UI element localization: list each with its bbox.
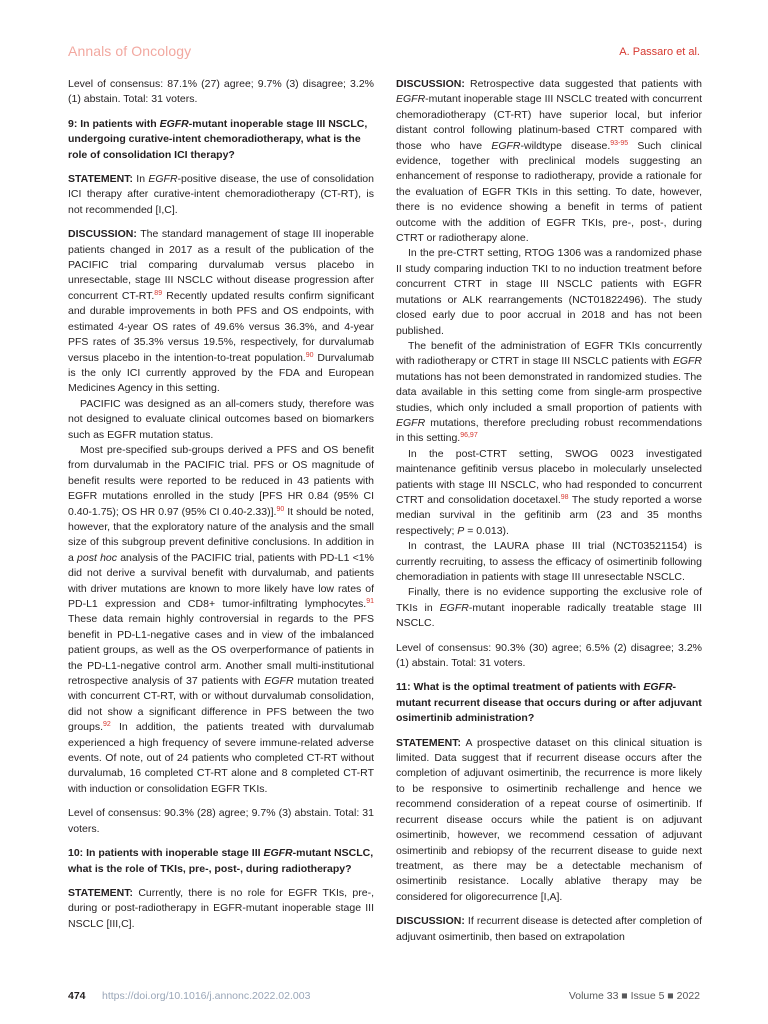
consensus-paragraph: Level of consensus: 87.1% (27) agree; 9.7% (3) disagree; 3.2% (1) abstain. Total: 31 voters. bbox=[68, 78, 374, 106]
citation-ref[interactable]: 92 bbox=[103, 721, 111, 729]
consensus-paragraph: Level of consensus: 90.3% (30) agree; 6.5% (2) disagree; 3.2% (1) abstain. Total: 31 voters. bbox=[396, 641, 702, 670]
doi-link[interactable]: https://doi.org/10.1016/j.annonc.2022.02.003 bbox=[102, 990, 311, 1002]
spacer bbox=[396, 727, 702, 736]
issue-info: Volume 33 ■ Issue 5 ■ 2022 bbox=[568, 990, 700, 1002]
body-paragraph: In the pre-CTRT setting, RTOG 1306 was a randomized phase II study comparing induction TKI to no induction treatment before concurrent CTRT in stage III NSCLC patients with EGFR mutations or ALK rearrangements (NCT01822496). The study closed early due to poor accrual in 2018 and has not been published. bbox=[396, 247, 702, 337]
discussion-paragraph: DISCUSSION: The standard management of stage III inoperable patients changed in 2017 as a result of the publication of the PACIFIC trial comparing durvalumab versus placebo in unresectable, stage III NSCLC without disease progression after concurrent CT-RT.$^{89}$ Recently updated results confirm significant and durable improvements in both PFS and OS endpoints, with estimated 4-year OS rates of 49.6% versus 36.3%, and 4-year PFS rates of 35.3% versus 19.5%, respectively, for durvalumab versus placebo in the intention-to-treat population.$^{90}$ Durvalumab is the only ICI currently approved by the FDA and European Medicines Agency in this setting. bbox=[68, 228, 374, 395]
right-column bbox=[396, 77, 702, 945]
paragraph-label: DISCUSSION: bbox=[68, 228, 137, 241]
spacer bbox=[68, 108, 374, 117]
question-heading: 10: In patients with inoperable stage III EGFR-mutant NSCLC, what is the role of TKIs, pre-, post-, during radiotherapy? bbox=[68, 847, 374, 875]
body-paragraph: In the post-CTRT setting, SWOG 0023 investigated maintenance gefitinib versus placebo in molecularly unselected patients with stage III NSCLC, who had responded to concurrent CTRT and consolidation docetaxel.$^{98}$ The study reported a worse median survival in the gefitinib arm (23 and 35 months respectively; P = 0.013). bbox=[396, 447, 703, 537]
journal-title: Annals of Oncology bbox=[68, 43, 192, 59]
left-column bbox=[68, 77, 374, 932]
citation-ref[interactable]: 90 bbox=[305, 351, 314, 359]
question-heading: 9: In patients with EGFR-mutant inoperable stage III NSCLC, undergoing curative-intent chemoradiotherapy, what is the role of consolidation ICI therapy? bbox=[68, 117, 368, 161]
statement-paragraph: STATEMENT: Currently, there is no role for EGFR TKIs, pre-, during or post-radiotherapy in EGFR-mutant inoperable stage III NSCLC [III,C]. bbox=[68, 886, 374, 930]
body-paragraph: The benefit of the administration of EGFR TKIs concurrently with radiotherapy or CTRT in stage III NSCLC patients with EGFR mutations has not been demonstrated in randomized studies. The data available in this setting come from single-arm prospective studies, which only included a small proportion of patients with EGFR mutations, therefore precluding robust recommendations in this setting.$^{96,97}$ bbox=[396, 339, 702, 445]
body-paragraph: PACIFIC was designed as an all-comers study, therefore was not designed to evaluate clinical outcomes based on biomarkers such as EGFR mutation status. bbox=[68, 397, 374, 441]
discussion-paragraph: DISCUSSION: Retrospective data suggested that patients with EGFR-mutant inoperable stage III NSCLC treated with concurrent chemoradiotherapy (CT-RT) have superior local, but inferior distant control following platinum-based CTRT compared with those who have EGFR-wildtype disease.$^{93-95}$ Such clinical evidence, together with preclinical models suggesting an enhancement of response to radiotherapy, provide a rationale for the evaluation of EGFR TKIs in this setting. To date, however, there is no evidence showing a benefit in terms of patient outcome with the addition of EGFR TKIs, pre-, post-, during CTRT or radiotherapy alone. bbox=[396, 78, 703, 245]
citation-ref[interactable]: 90 bbox=[276, 505, 285, 513]
spacer bbox=[68, 218, 374, 227]
running-head-authors: A. Passaro et al. bbox=[619, 46, 700, 58]
citation-ref[interactable]: 91 bbox=[366, 598, 374, 605]
discussion-paragraph: DISCUSSION: If recurrent disease is detected after completion of adjuvant osimertinib, then based on extrapolation bbox=[396, 915, 702, 943]
citation-ref[interactable]: 96,97 bbox=[460, 432, 478, 440]
citation-ref[interactable]: 89 bbox=[154, 289, 163, 297]
paragraph-label: STATEMENT: bbox=[68, 173, 133, 186]
citation-ref[interactable]: 93-95 bbox=[610, 139, 629, 147]
spacer bbox=[68, 877, 374, 886]
page-number: 474 bbox=[68, 990, 86, 1002]
spacer bbox=[396, 905, 702, 914]
spacer bbox=[68, 837, 374, 846]
body-paragraph: Most pre-specified sub-groups derived a PFS and OS benefit from durvalumab in the PACIFIC trial. PFS or OS magnitude of benefit results were reported to be reduced in 43 patients with EGFR mutations enrolled in the study [PFS HR 0.84 (95% CI 0.40-1.75); OS HR 0.97 (95% CI 0.40-2.33)].$^{90}$ It should be noted, however, that the exploratory nature of the analysis and the small size of this subgroup prevent definitive conclusions. In addition in a post hoc analysis of the PACIFIC trial, patients with PD-L1 <1% did not derive a survival benefit with durvalumab, and patients with driver mutations are known to more likely have low rates of PD-L1 expression and CD8+ tumor-infiltrating lymphocytes.$^{91}$ These data remain highly controversial in regards to the PFS benefit in PD-L1-negative cases and in view of the imbalanced patient groups, as well as the OS overperformance of patients in the PD-L1-negative control arm. Another small multi-institutional retrospective analysis of 37 patients with EGFR mutation treated with concurrent CT-RT, with or without durvalumab consolidation, did not show a significant difference in PFS between the two groups.$^{92}$ In addition, the patients treated with durvalumab experienced a high frequency of severe immune-related adverse events. Of note, out of 24 patients who completed CT-RT without durvalumab, 16 completed CT-RT alone and 8 completed CT-RT with induction or consolidation EGFR TKIs. bbox=[68, 443, 375, 795]
statement-paragraph: STATEMENT: A prospective dataset on this clinical situation is limited. Data suggest that if recurrent disease occurs after the completion of adjuvant osimertinib, the recurrence is more likely to be responsive to osimertinib rechallenge and hence we recommend consideration of a repeat course of osimertinib. If recurrent disease occurs while the patient is on adjuvant osimertinib, however, we recommend cessation of adjuvant osimertinib and rebiopsy of the recurrent disease to guide next treatment, as there may be a detectable mechanism of osimertinib resistance. Locally ablative therapy may be considered for oligorecurrence [I,A]. bbox=[396, 736, 702, 903]
paragraph-label: DISCUSSION: bbox=[396, 78, 465, 90]
page-footer bbox=[68, 990, 700, 1004]
spacer bbox=[68, 163, 374, 172]
body-paragraph: Finally, there is no evidence supporting the exclusive role of TKIs in EGFR-mutant inoperable radically treatable stage III NSCLC. bbox=[396, 586, 702, 630]
spacer bbox=[396, 671, 702, 680]
consensus-paragraph: Level of consensus: 90.3% (28) agree; 9.7% (3) abstain. Total: 31 voters. bbox=[68, 807, 374, 835]
paragraph-label: STATEMENT: bbox=[396, 736, 461, 749]
paragraph-label: STATEMENT: bbox=[68, 886, 133, 899]
paragraph-label: DISCUSSION: bbox=[396, 915, 465, 928]
spacer bbox=[396, 632, 702, 641]
spacer bbox=[68, 797, 374, 806]
statement-paragraph: STATEMENT: In EGFR-positive disease, the use of consolidation ICI therapy after curative-intent chemoradiotherapy (CT-RT), is not recommended [I,C]. bbox=[68, 173, 374, 216]
citation-ref[interactable]: 98 bbox=[560, 493, 569, 501]
question-heading: 11: What is the optimal treatment of patients with EGFR-mutant recurrent disease that occurs during or after adjuvant osimertinib administration? bbox=[396, 681, 702, 725]
body-paragraph: In contrast, the LAURA phase III trial (NCT03521154) is currently recruiting, to assess the efficacy of osimertinib following chemoradiation in patients with stage III unresectable NSCLC. bbox=[396, 540, 702, 583]
